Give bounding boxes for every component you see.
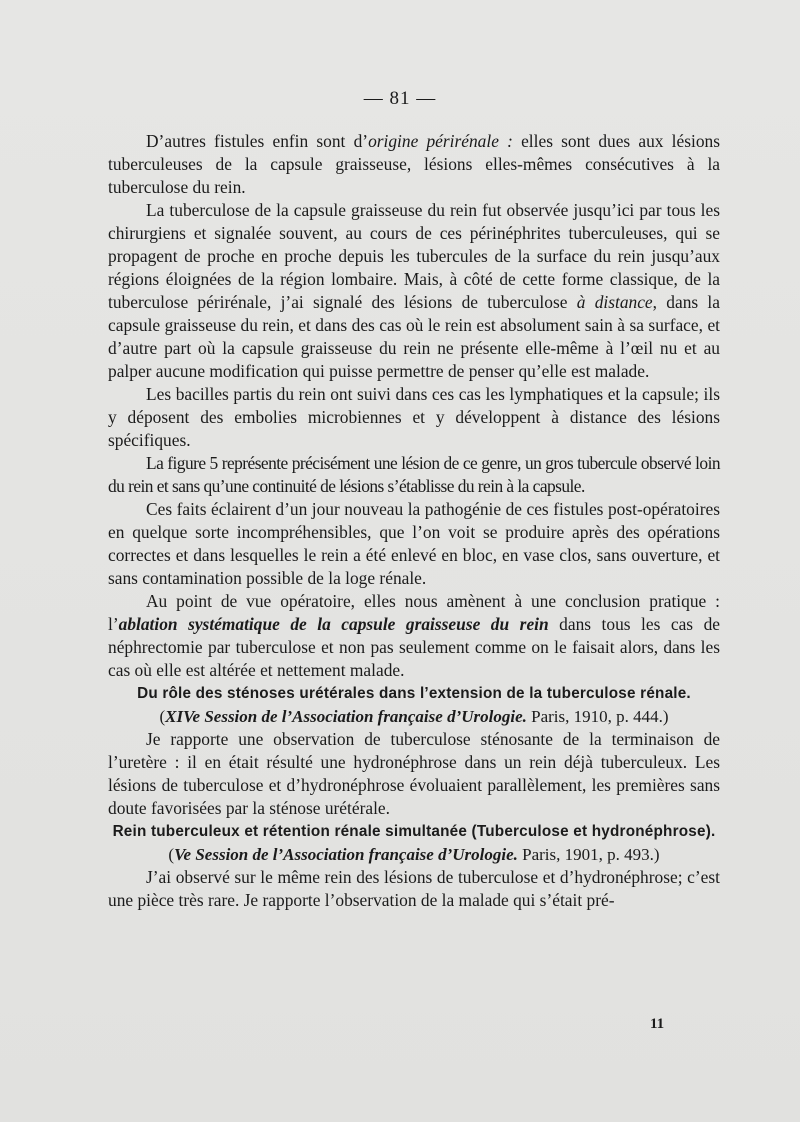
paragraph-perirenal-fistulas (108, 130, 720, 199)
text: La tuberculose de la capsule graisseuse du rein fut observée jusqu’ici par tous les chirurgiens et signalée souvent, au cours de ces périnéphrites tuberculeuses, qui se propagent de proche en proche depuis les tubercules de la surface du rein jusqu’aux régions éloignées de la région lombaire. Mais, à côté de cette forme classique, de la tuberculose périrénale, j’ai signalé des lésions de tuberculose (108, 200, 720, 312)
text: ( (159, 707, 166, 726)
paragraph-conclusion (108, 590, 720, 682)
emphasis: Ve Session de l’Association française d’Urologie. (174, 845, 518, 864)
text: , dans la capsule graisseuse du rein, et dans des cas où le rein est absolument sain à sa surface, et d’autre part où la capsule graisseuse du rein ne présente elle-même à l’œil nu et au palper aucune modification qui puisse permettre de penser qu’elle est malade. (108, 292, 720, 381)
paragraph-pathogeny: Ces faits éclairent d’un jour nouveau la pathogénie de ces fistules post-opératoires en quelque sorte incompréhensibles, que l’on voit se produire après des opérations correctes et dans lesquelles le rein a été enlevé en bloc, en vase clos, sans ouverture, et sans contamination possible de la loge rénale. (108, 499, 720, 588)
section-citation-retention (108, 843, 720, 866)
paragraph-capsule-tuberculosis (108, 199, 720, 383)
paragraph-stenoses-body: Je rapporte une observation de tuberculose sténosante de la terminaison de l’uretère : il en était résulté une hydronéphrose dans un rein déjà tuberculeux. Les lésions de tuberculose et d’hydronéphrose évoluaient parallèlement, les premières sans doute favorisées par la sténose urétérale. (108, 729, 720, 818)
signature-mark: 11 (650, 1016, 665, 1032)
text: ( (168, 845, 175, 864)
section-citation-stenoses (108, 705, 720, 728)
page-number: — 81 — (363, 88, 437, 109)
emphasis: à distance (576, 292, 653, 312)
text: dans tous les cas de néphrectomie par tuberculose et non pas seulement comme on le faisait alors, dans les cas où elle est altérée et nettement malade. (108, 614, 720, 680)
text: Paris, 1901, p. 493.) (517, 845, 660, 864)
section-heading-stenoses: Du rôle des sténoses urétérales dans l’extension de la tuberculose rénale. (137, 685, 691, 702)
paragraph-figure-5: La figure 5 représente précisément une lésion de ce genre, un gros tubercule observé loin du rein et sans qu’une continuité de lésions s’établisse du rein à la capsule. (108, 453, 720, 496)
emphasis: ablation systématique de la capsule graisseuse du rein (118, 614, 549, 634)
text: Paris, 1910, p. 444.) (526, 707, 669, 726)
paragraph-bacilli: Les bacilles partis du rein ont suivi dans ces cas les lymphatiques et la capsule; ils y déposent des embolies microbiennes et y développent à distance des lésions spécifiques. (108, 384, 720, 450)
page-body (108, 130, 720, 912)
emphasis: XIVe Session de l’Association française d’Urologie. (165, 707, 527, 726)
section-heading-retention: Rein tuberculeux et rétention rénale simultanée (Tuberculose et hydronéphrose). (112, 823, 716, 840)
emphasis: origine périrénale : (368, 131, 513, 151)
text: Au point de vue opératoire, elles nous amènent à une conclusion pratique : l’ (108, 591, 720, 634)
text: elles sont dues aux lésions tuberculeuses de la capsule graisseuse, lésions elles-mêmes consécutives à la tuberculose du rein. (108, 131, 720, 197)
text: D’autres fistules enfin sont d’ (146, 131, 369, 151)
paragraph-retention-body: J’ai observé sur le même rein des lésions de tuberculose et d’hydronéphrose; c’est une pièce très rare. Je rapporte l’observation de la malade qui s’était pré- (108, 867, 720, 910)
